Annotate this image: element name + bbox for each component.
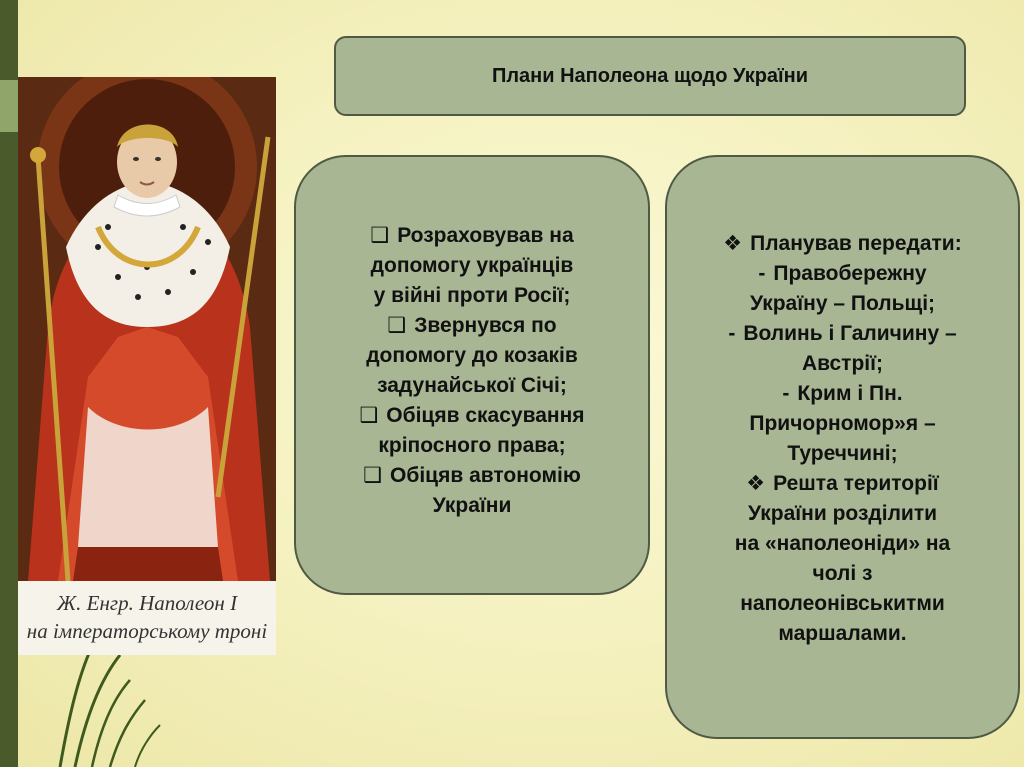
list-item: України розділити (747, 502, 938, 525)
list-item: - Крим і Пн. (782, 382, 903, 405)
list-item: на «наполеоніди» на (734, 532, 951, 555)
dash-bullet-icon: - (758, 262, 766, 285)
right-card (665, 155, 1020, 739)
left-card (294, 155, 650, 595)
list-item: ❑ Обіцяв скасування (359, 404, 585, 427)
list-item: - Правобережну (758, 262, 927, 285)
list-item: чолі з (812, 562, 873, 585)
list-item: - Волинь і Галичину – (728, 322, 957, 345)
list-item: кріпосного права; (378, 434, 566, 457)
list-item: Туреччині; (787, 442, 898, 465)
list-item: задунайської Січі; (377, 374, 567, 397)
portrait-caption (18, 581, 276, 655)
list-item: наполеонівськитми (740, 592, 945, 615)
portrait-illustration (18, 77, 276, 581)
list-item: ❑ Розраховував на (370, 224, 574, 247)
slide-title-text: Плани Наполеона щодо України (491, 64, 809, 87)
list-item: маршалами. (778, 622, 907, 645)
list-item: ❖ Планував передати: (723, 232, 962, 255)
checkbox-bullet-icon: ❑ (359, 404, 379, 427)
napoleon-portrait (18, 77, 276, 655)
list-item: Причорномор»я – (749, 412, 936, 435)
list-item: ❑ Обіцяв автономію (363, 464, 581, 487)
list-item: ❖ Решта території (746, 472, 939, 495)
diamond-bullet-icon: ❖ (723, 232, 743, 255)
checkbox-bullet-icon: ❑ (370, 224, 390, 247)
checkbox-bullet-icon: ❑ (387, 314, 407, 337)
diamond-bullet-icon: ❖ (746, 472, 766, 495)
dash-bullet-icon: - (782, 382, 790, 405)
dash-bullet-icon: - (728, 322, 736, 345)
list-item: ❑ Звернувся по (387, 314, 557, 337)
list-item: Австрії; (801, 352, 884, 375)
caption-line-1: Ж. Енгр. Наполеон I (56, 591, 238, 615)
list-item: допомогу українців (370, 254, 574, 277)
caption-line-2: на імператорському троні (26, 619, 268, 643)
list-item: України (432, 494, 512, 517)
list-item: допомогу до козаків (366, 344, 578, 367)
checkbox-bullet-icon: ❑ (363, 464, 383, 487)
left-accent-notch (0, 80, 18, 132)
slide-title (334, 36, 966, 116)
list-item: Україну – Польщі; (749, 292, 936, 315)
list-item: у війні проти Росії; (373, 284, 571, 307)
